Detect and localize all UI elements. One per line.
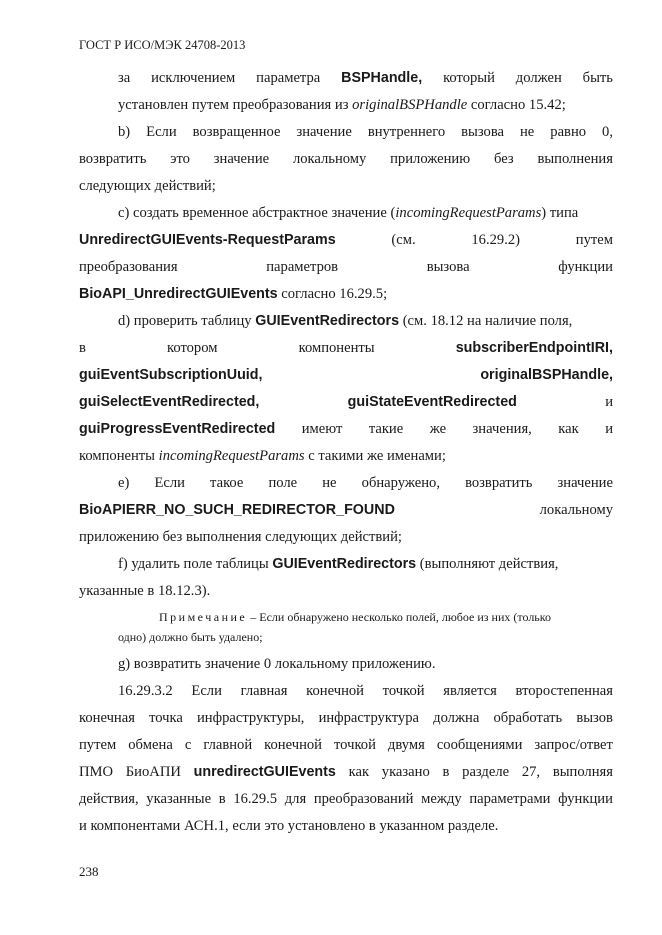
word: b)	[118, 124, 131, 140]
word: как	[348, 764, 370, 780]
word: Если	[146, 124, 177, 140]
word: должен	[515, 70, 562, 86]
word: функции	[558, 259, 613, 275]
word: котором	[167, 340, 218, 356]
word: возвратить	[465, 475, 533, 491]
body-line	[79, 284, 613, 304]
word: действия,	[79, 791, 139, 807]
word: конечной	[306, 683, 364, 699]
note-line	[159, 609, 613, 625]
running-header: ГОСТ Р ИСО/МЭК 24708-2013	[79, 38, 246, 52]
word: возвращенное	[192, 124, 281, 140]
body-line	[79, 392, 613, 412]
text: установлен путем преобразования из	[118, 97, 353, 113]
word: точкой	[382, 683, 425, 699]
code-term: unredirectGUIEvents	[193, 764, 336, 780]
word: за	[118, 70, 131, 86]
page-number: 238	[79, 864, 99, 879]
word: 16.29.2)	[471, 232, 521, 248]
word: и	[605, 421, 613, 437]
word: e)	[118, 475, 130, 491]
word: вызова	[461, 124, 505, 140]
word: который	[443, 70, 495, 86]
note-line: одно) должно быть удалено;	[118, 630, 263, 644]
word: обмена	[128, 737, 173, 753]
body-line: следующих действий;	[79, 178, 216, 194]
word: внутреннего	[367, 124, 446, 140]
word: 27,	[521, 764, 541, 780]
word: разделе	[462, 764, 510, 780]
text: f) удалить поле таблицы	[118, 556, 273, 572]
word: как	[558, 421, 579, 437]
word: второстепенная	[515, 683, 613, 699]
section-number: 16.29.3.2	[118, 683, 173, 699]
code-term: GUIEventRedirectors	[272, 556, 417, 572]
code-term: subscriberEndpointIRI,	[455, 340, 613, 356]
word: главная	[240, 683, 288, 699]
word: обработать	[493, 710, 563, 726]
body-line	[79, 338, 613, 358]
text: согласно 15.42;	[467, 97, 566, 113]
body-line	[79, 708, 613, 728]
word: (см.	[391, 232, 416, 248]
text: ) типа	[541, 205, 579, 221]
text: компоненты	[79, 448, 159, 464]
code-term: guiSelectEventRedirected,	[79, 394, 260, 410]
word: запрос/ответ	[534, 737, 613, 753]
word: такие	[368, 421, 404, 437]
word: параметров	[266, 259, 339, 275]
word: должна	[433, 710, 480, 726]
word: не	[520, 124, 535, 140]
word: выполняя	[552, 764, 613, 780]
word: указано	[381, 764, 430, 780]
word: в	[442, 764, 450, 780]
body-line	[79, 419, 613, 439]
word: главной	[203, 737, 253, 753]
word: приложению	[390, 151, 471, 167]
word: является	[443, 683, 497, 699]
word: 0,	[602, 124, 613, 140]
body-line	[79, 789, 613, 809]
word: путем	[575, 232, 613, 248]
word: двумя	[387, 737, 425, 753]
text: с такими же именами;	[304, 448, 446, 464]
word: значение	[557, 475, 613, 491]
word: функции	[558, 791, 613, 807]
word: такое	[210, 475, 244, 491]
word: быть	[582, 70, 613, 86]
body-line	[79, 257, 613, 277]
word: же	[429, 421, 447, 437]
body-line: g) возвратить значение 0 локальному приложению.	[118, 656, 436, 672]
word: в	[218, 791, 226, 807]
word: параметра	[256, 70, 321, 86]
word: возвратить	[79, 151, 147, 167]
word: инфраструктуры,	[197, 710, 305, 726]
word: компоненты	[298, 340, 375, 356]
body-line	[118, 311, 613, 331]
word: Если	[154, 475, 185, 491]
code-term: originalBSPHandle,	[480, 367, 613, 383]
body-line	[118, 122, 613, 142]
body-line	[118, 68, 613, 88]
word: путем	[79, 737, 117, 753]
code-term: guiStateEventRedirected	[347, 394, 517, 410]
body-line	[79, 230, 613, 250]
body-line: и компонентами АСН.1, если это установлено в указанном разделе.	[79, 818, 499, 834]
code-term: UnredirectGUIEvents-RequestParams	[79, 232, 336, 248]
body-line	[118, 554, 613, 574]
word: с	[184, 737, 192, 753]
note-label: Примечание	[159, 610, 248, 624]
code-term: BioAPIERR_NO_SUCH_REDIRECTOR_FOUND	[79, 502, 395, 518]
code-term: guiProgressEventRedirected	[79, 421, 276, 437]
text: (выполняют действия,	[416, 556, 559, 572]
body-line: приложению без выполнения следующих действий;	[79, 529, 402, 545]
word: сообщениями	[436, 737, 523, 753]
word: локальному	[539, 502, 613, 518]
word: не	[322, 475, 337, 491]
word: инфраструктура	[318, 710, 420, 726]
word: преобразований	[313, 791, 414, 807]
body-line	[79, 149, 613, 169]
italic-term: incomingRequestParams	[395, 205, 542, 221]
body-line	[79, 735, 613, 755]
word: равно	[550, 124, 587, 140]
code-term: guiEventSubscriptionUuid,	[79, 367, 263, 383]
body-line: указанные в 18.12.3).	[79, 583, 211, 599]
word: вызова	[426, 259, 470, 275]
word: это	[170, 151, 190, 167]
code-term: BSPHandle,	[341, 70, 423, 86]
body-line	[79, 446, 613, 466]
word: исключением	[151, 70, 236, 86]
word: точкой	[334, 737, 376, 753]
text: d) проверить таблицу	[118, 313, 256, 329]
word: поле	[268, 475, 298, 491]
body-line	[79, 500, 613, 520]
word: преобразования	[79, 259, 178, 275]
code-term: BioAPI_UnredirectGUIEvents	[79, 286, 278, 302]
word: Если	[191, 683, 222, 699]
word: для	[284, 791, 307, 807]
body-line	[118, 95, 613, 115]
word: вызов	[576, 710, 613, 726]
italic-term: incomingRequestParams	[158, 448, 305, 464]
word: имеют	[301, 421, 343, 437]
word: значение	[213, 151, 270, 167]
body-line	[118, 203, 613, 223]
word: конечная	[79, 710, 135, 726]
word: в	[79, 340, 86, 356]
word: точка	[149, 710, 183, 726]
text: согласно 16.29.5;	[277, 286, 388, 302]
body-line	[118, 681, 613, 701]
word: значение	[296, 124, 352, 140]
word: ПМО	[79, 764, 114, 780]
word: обнаружено,	[361, 475, 440, 491]
word: БиоАПИ	[125, 764, 181, 780]
note-text: – Если обнаружено несколько полей, любое из них (только	[247, 610, 551, 624]
word: конечной	[264, 737, 322, 753]
word: значения,	[472, 421, 532, 437]
word: и	[605, 394, 613, 410]
word: выполнения	[537, 151, 613, 167]
body-line	[79, 762, 613, 782]
code-term: GUIEventRedirectors	[255, 313, 400, 329]
text: (см. 18.12 на наличие поля,	[399, 313, 573, 329]
word: локальному	[292, 151, 367, 167]
word: параметрами	[469, 791, 551, 807]
word: без	[493, 151, 514, 167]
italic-term: originalBSPHandle	[352, 97, 468, 113]
word: 16.29.5	[233, 791, 278, 807]
word: между	[421, 791, 462, 807]
body-line	[118, 473, 613, 493]
body-line	[79, 365, 613, 385]
text: c) создать временное абстрактное значение (	[118, 205, 396, 221]
word: указанные	[146, 791, 212, 807]
